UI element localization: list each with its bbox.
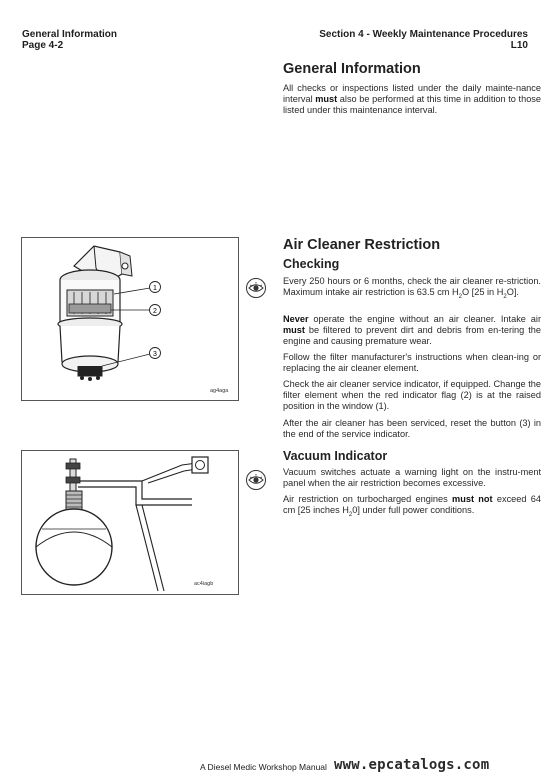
service-indicator-figure (21, 237, 239, 401)
service-indicator-illustration (22, 238, 238, 400)
header-section-name: General Information (22, 29, 118, 40)
callout-1-label: 1 (153, 285, 157, 292)
vacuum-indicator-figure (21, 450, 239, 595)
general-information-heading: General Information (283, 61, 421, 77)
air-cleaner-heading: Air Cleaner Restriction (283, 237, 441, 253)
vacuum-switch-paragraph: Vacuum switches actuate a warning light on the instru-ment panel when the air restriction becomes excessive. (283, 467, 541, 488)
page-header-left (22, 29, 117, 51)
figure-code: ag4aga (210, 388, 229, 394)
vacuum-indicator-heading: Vacuum Indicator (283, 449, 388, 463)
eye-inspection-icon (245, 469, 267, 491)
callout-2-label: 2 (153, 308, 157, 315)
header-engine-model: L10 (510, 40, 528, 51)
general-information-paragraph: All checks or inspections listed under the daily mainte-nance interval must also be performed at this time in addition to those listed under this maintenance interval. (283, 83, 542, 115)
footer-text: A Diesel Medic Workshop Manual (200, 762, 327, 772)
header-section-title: Section 4 - Weekly Maintenance Procedures (319, 29, 528, 40)
service-indicator-paragraph: Check the air cleaner service indicator, if equipped. Change the filter element when the red indicator flag (2) is at the raised position in the window (1). (283, 379, 541, 411)
callout-3-label: 3 (153, 351, 157, 358)
eye-inspection-icon (245, 277, 267, 299)
checking-subheading: Checking (283, 257, 340, 271)
air-cleaner-interval-paragraph: Every 250 hours or 6 months, check the air cleaner re-striction. Maximum intake air restriction is 63.5 cm $H_2O$ [25 in $H_2O$]. (283, 276, 541, 300)
figure-code: ac4iagb (194, 581, 214, 587)
vacuum-indicator-illustration (22, 451, 238, 594)
header-page-number: Page 4-2 (22, 40, 64, 51)
turbo-restriction-paragraph: Air restriction on turbocharged engines must not exceed 64 cm [25 inches $H_20$] under full power conditions. (283, 494, 541, 518)
filter-instructions-paragraph: Follow the filter manufacturer's instructions when clean-ing or replacing the air cleaner element. (283, 352, 541, 373)
page-header-right (319, 29, 528, 51)
watermark-link[interactable]: www.epcatalogs.com (334, 757, 490, 773)
never-operate-warning-paragraph: Never operate the engine without an air cleaner. Intake air must be filtered to prevent dirt and debris from en-tering the engine and causing premature wear. (283, 314, 541, 346)
reset-button-paragraph: After the air cleaner has been serviced, reset the button (3) in the end of the service indicator. (283, 418, 541, 439)
